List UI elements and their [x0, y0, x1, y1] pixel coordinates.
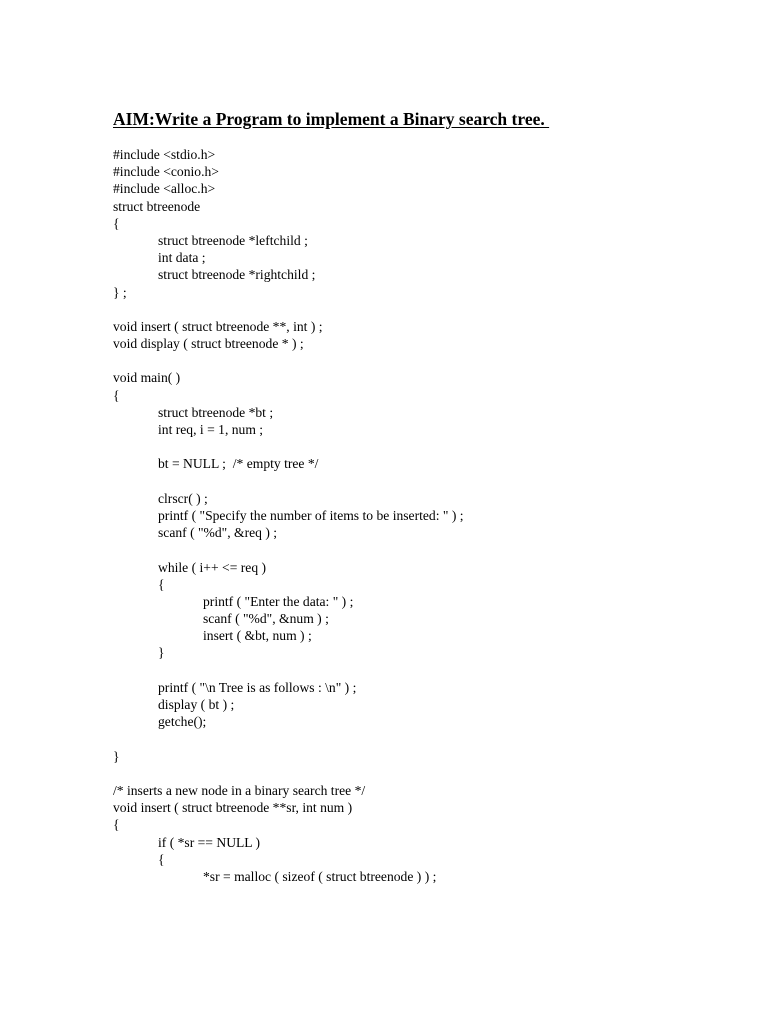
code-line: {	[158, 576, 165, 592]
code-line: void display ( struct btreenode * ) ;	[113, 336, 304, 352]
blank-line	[113, 541, 733, 558]
code-line: int data ;	[158, 250, 206, 266]
code-line: printf ( "\n Tree is as follows : \n" ) ;	[158, 679, 357, 695]
code-line: scanf ( "%d", &num ) ;	[203, 611, 329, 627]
blank-line	[113, 765, 733, 782]
code-line: } ;	[113, 284, 127, 300]
code-line: }	[158, 645, 165, 661]
code-line: while ( i++ <= req )	[158, 559, 267, 575]
blank-line	[113, 352, 733, 369]
page-title: AIM:Write a Program to implement a Binary search tree.	[113, 109, 550, 129]
code-line: #include <stdio.h>	[113, 147, 216, 162]
blank-line	[113, 730, 733, 747]
code-line: #include <conio.h>	[113, 164, 219, 180]
code-line: printf ( "Specify the number of items to be inserted: " ) ;	[158, 507, 464, 523]
code-line: }	[113, 748, 120, 764]
code-line: display ( bt ) ;	[158, 697, 235, 712]
code-line: scanf ( "%d", &req ) ;	[158, 525, 278, 541]
code-line: insert ( &bt, num ) ;	[203, 628, 312, 644]
code-line: void insert ( struct btreenode **sr, int num )	[113, 800, 353, 816]
blank-line	[113, 662, 733, 679]
code-line: {	[113, 817, 120, 833]
code-line: getche();	[158, 714, 207, 730]
code-line: {	[113, 215, 120, 231]
blank-line	[113, 301, 733, 318]
code-listing	[113, 146, 733, 885]
code-line: int req, i = 1, num ;	[158, 422, 264, 437]
code-line: printf ( "Enter the data: " ) ;	[203, 593, 354, 609]
blank-line	[113, 473, 733, 490]
code-line: struct btreenode *rightchild ;	[158, 267, 316, 283]
code-line: struct btreenode *bt ;	[158, 404, 274, 420]
code-line: bt = NULL ; /* empty tree */	[158, 456, 319, 472]
code-line: clrscr( ) ;	[158, 490, 208, 506]
code-line: void main( )	[113, 370, 181, 386]
code-line: struct btreenode	[113, 198, 201, 214]
code-line: {	[113, 387, 120, 403]
blank-line	[113, 438, 733, 455]
code-line: {	[158, 851, 165, 867]
code-line: if ( *sr == NULL )	[158, 834, 261, 850]
code-line: struct btreenode *leftchild ;	[158, 232, 308, 248]
code-line: /* inserts a new node in a binary search tree */	[113, 782, 366, 798]
code-line: #include <alloc.h>	[113, 181, 216, 197]
code-line: void insert ( struct btreenode **, int ) ;	[113, 318, 323, 334]
code-line: *sr = malloc ( sizeof ( struct btreenode ) ) ;	[203, 868, 437, 884]
